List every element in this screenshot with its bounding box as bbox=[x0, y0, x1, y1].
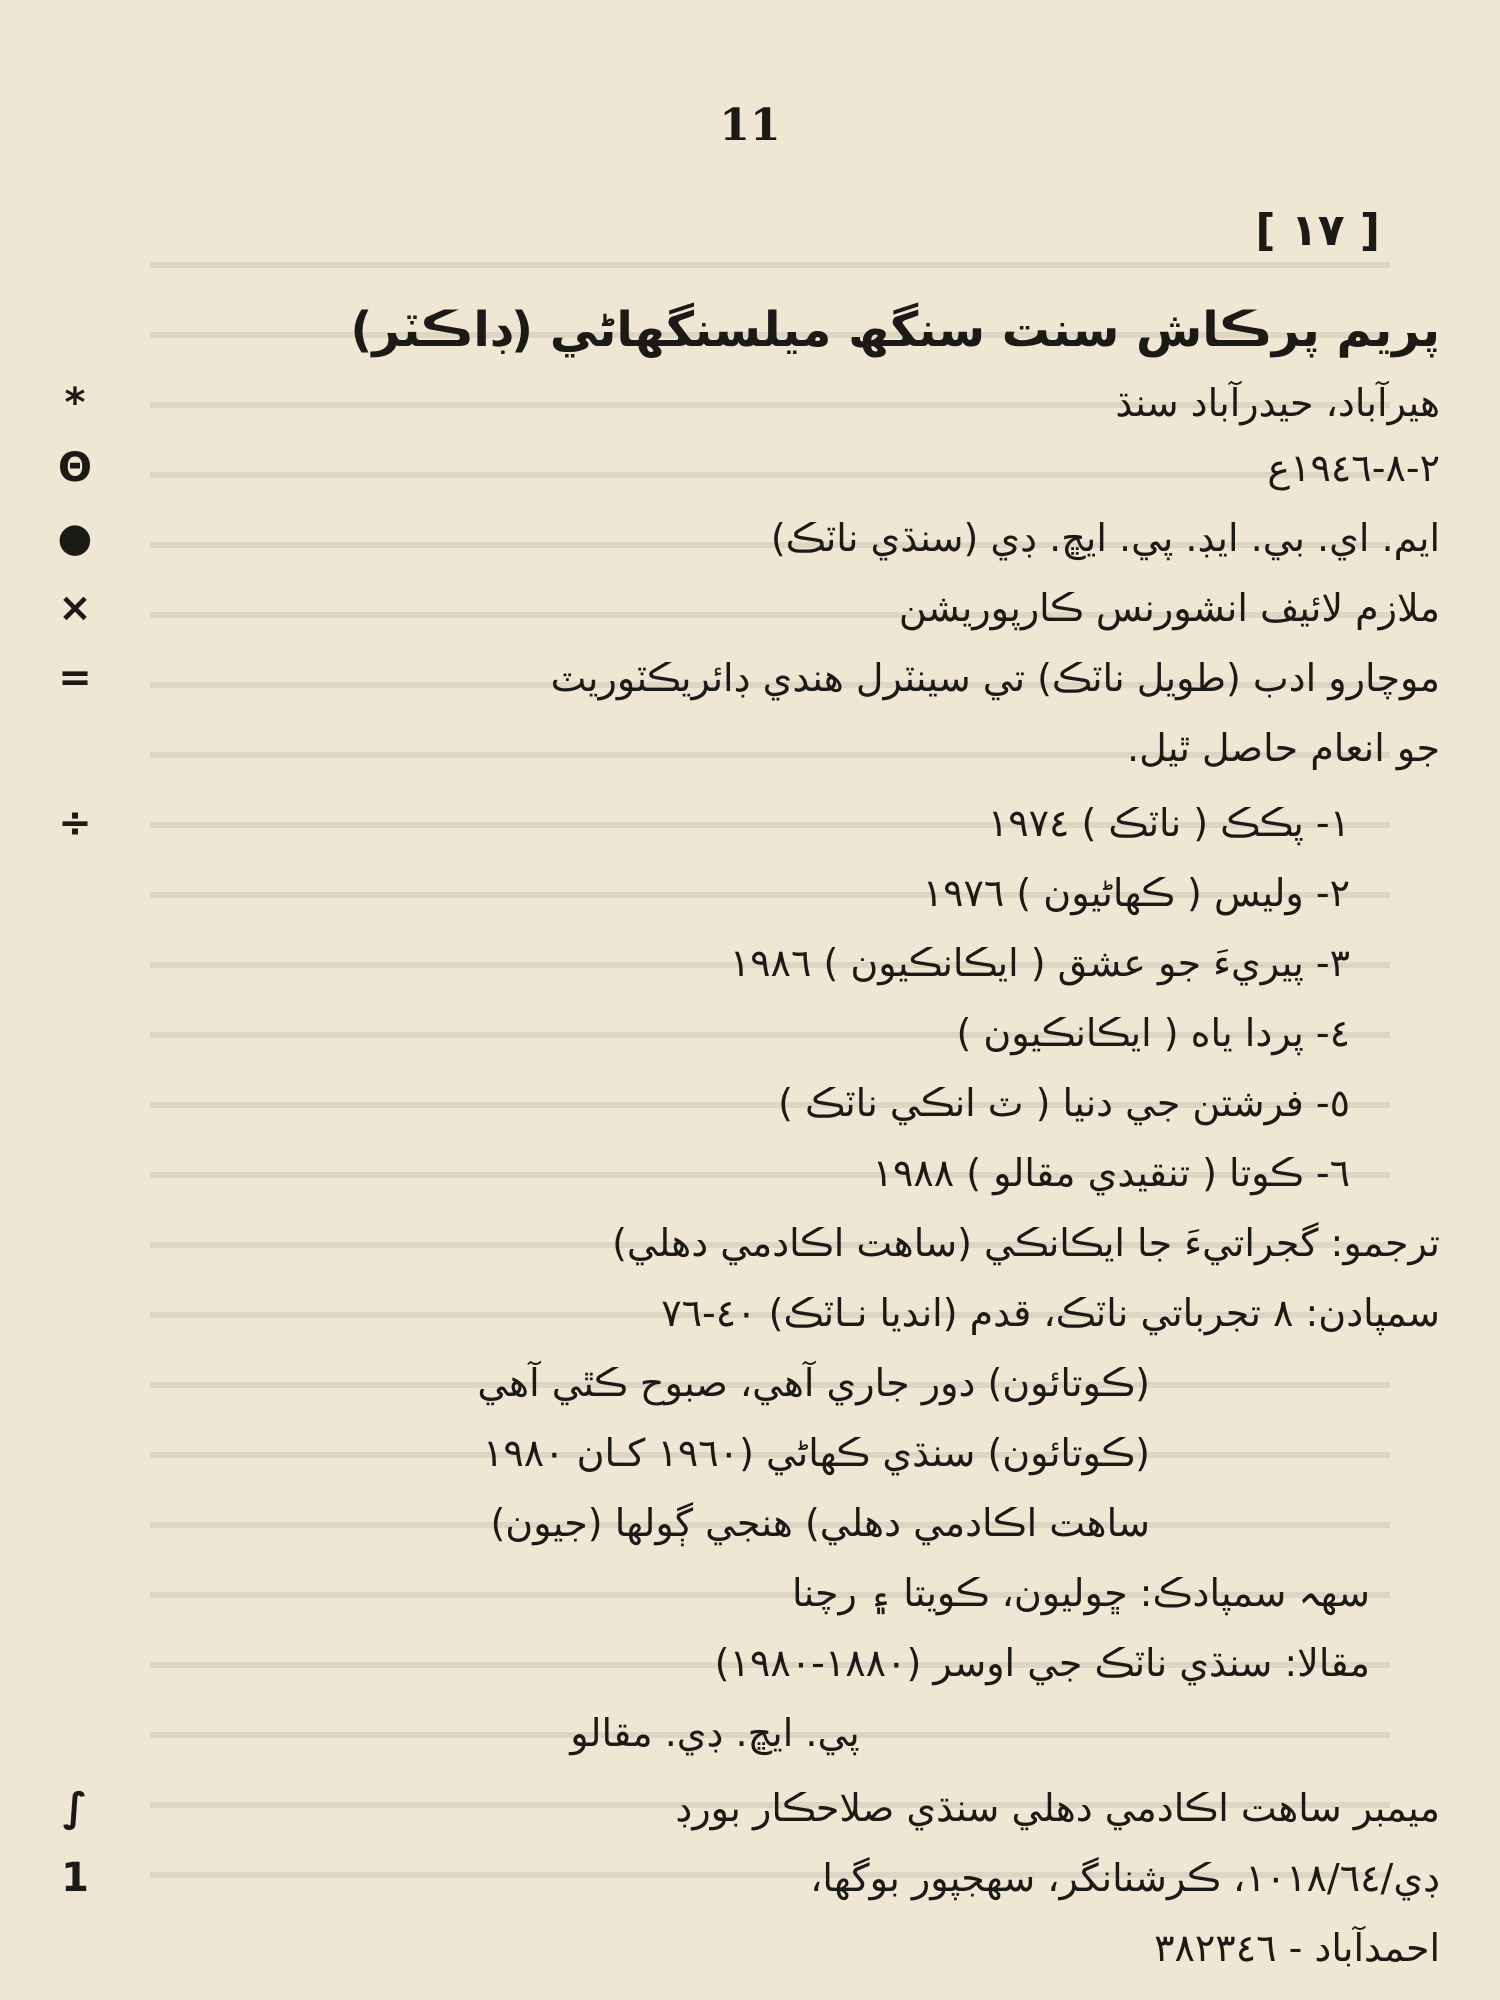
awards-marker: = bbox=[58, 655, 92, 701]
birthplace: هيرآباد، حيدرآباد سنڌ bbox=[1115, 381, 1440, 425]
editing-line: سمپادن: ٨ تجرباتي ناٽڪ، قدم (انديا نـاٽڪ) ٤٠-٧٦ bbox=[661, 1291, 1440, 1335]
entry-title: پريم پرڪاش سنت سنگھ ميلسنگهاڻي (ڊاڪٽر) bbox=[350, 302, 1440, 358]
work-item: ٢- وليس ( ڪهاڻيون ) ١٩٧٦ bbox=[922, 871, 1350, 915]
address-marker: 1 bbox=[61, 1855, 89, 1901]
occupation-marker: × bbox=[58, 585, 92, 631]
education-marker: ● bbox=[57, 515, 93, 561]
awards-line-1: موچارو ادب (طويل ناٽڪ) تي سينٽرل هندي ڊائريڪٽوريٽ bbox=[550, 656, 1440, 700]
thesis-line: پي. ايڇ. ڊي. مقالو bbox=[570, 1711, 860, 1755]
work-item: ٣- پيريءَ جو عشق ( ايڪانڪيون ) ١٩٨٦ bbox=[729, 941, 1350, 985]
education: ايم. اي. بي. ايڊ. پي. ايڇ. ڊي (سنڌي ناٽڪ) bbox=[770, 516, 1440, 560]
thesis-line: مقالا: سنڌي ناٽڪ جي اوسر (١٨٨٠-١٩٨٠) bbox=[714, 1641, 1370, 1685]
address-line-2: احمدآباد - ٣٨٢٣٤٦ bbox=[1154, 1926, 1440, 1970]
work-item: ١- پڪڪ ( ناٽڪ ) ١٩٧٤ bbox=[987, 801, 1350, 845]
translation: ترجمو: گجراتيءَ جا ايڪانڪي (ساهت اڪادمي دهلي) bbox=[612, 1221, 1440, 1265]
birthdate: ٢-٨-١٩٤٦ع bbox=[1267, 446, 1440, 490]
entry-number: [ ١٧ ] bbox=[1255, 205, 1380, 256]
work-item: ٦- ڪوتا ( تنقيدي مقالو ) ١٩٨٨ bbox=[872, 1151, 1350, 1195]
birthdate-marker: Θ bbox=[57, 445, 92, 491]
occupation: ملازم لائيف انشورنس ڪارپوريشن bbox=[898, 586, 1440, 630]
works-marker: ÷ bbox=[58, 800, 92, 846]
editing-line: (ڪوتائون) سنڌي ڪهاڻي (١٩٦٠ کـان ١٩٨٠ bbox=[482, 1431, 1150, 1475]
work-item: ٥- فرشتن جي دنيا ( ٽ انڪي ناٽڪ ) bbox=[778, 1081, 1350, 1125]
co-editing: سهہ سمپادڪ: ڇوليون، ڪويتا ۽ رچنا bbox=[792, 1571, 1370, 1615]
work-item: ٤- پردا ياه ( ايڪانڪيون ) bbox=[956, 1011, 1350, 1055]
address-line-1: ڊي/١٠١٨/٦٤، ڪرشنانگر، سهجپور بوگها، bbox=[810, 1856, 1440, 1900]
page-number: 11 bbox=[719, 100, 781, 151]
editing-line: (ڪوتائون) دور جاري آهي، صبوح ڪٿي آهي bbox=[477, 1361, 1150, 1405]
membership-marker: ∫ bbox=[62, 1785, 88, 1831]
awards-line-2: جو انعام حاصل ٿيل. bbox=[1127, 726, 1440, 770]
birthplace-marker: * bbox=[64, 380, 86, 426]
membership: ميمبر ساهت اڪادمي دهلي سنڌي صلاحڪار بورڊ bbox=[675, 1786, 1440, 1830]
editing-line: ساهت اڪادمي دهلي) هنجي ڳولها (جيون) bbox=[490, 1501, 1150, 1545]
